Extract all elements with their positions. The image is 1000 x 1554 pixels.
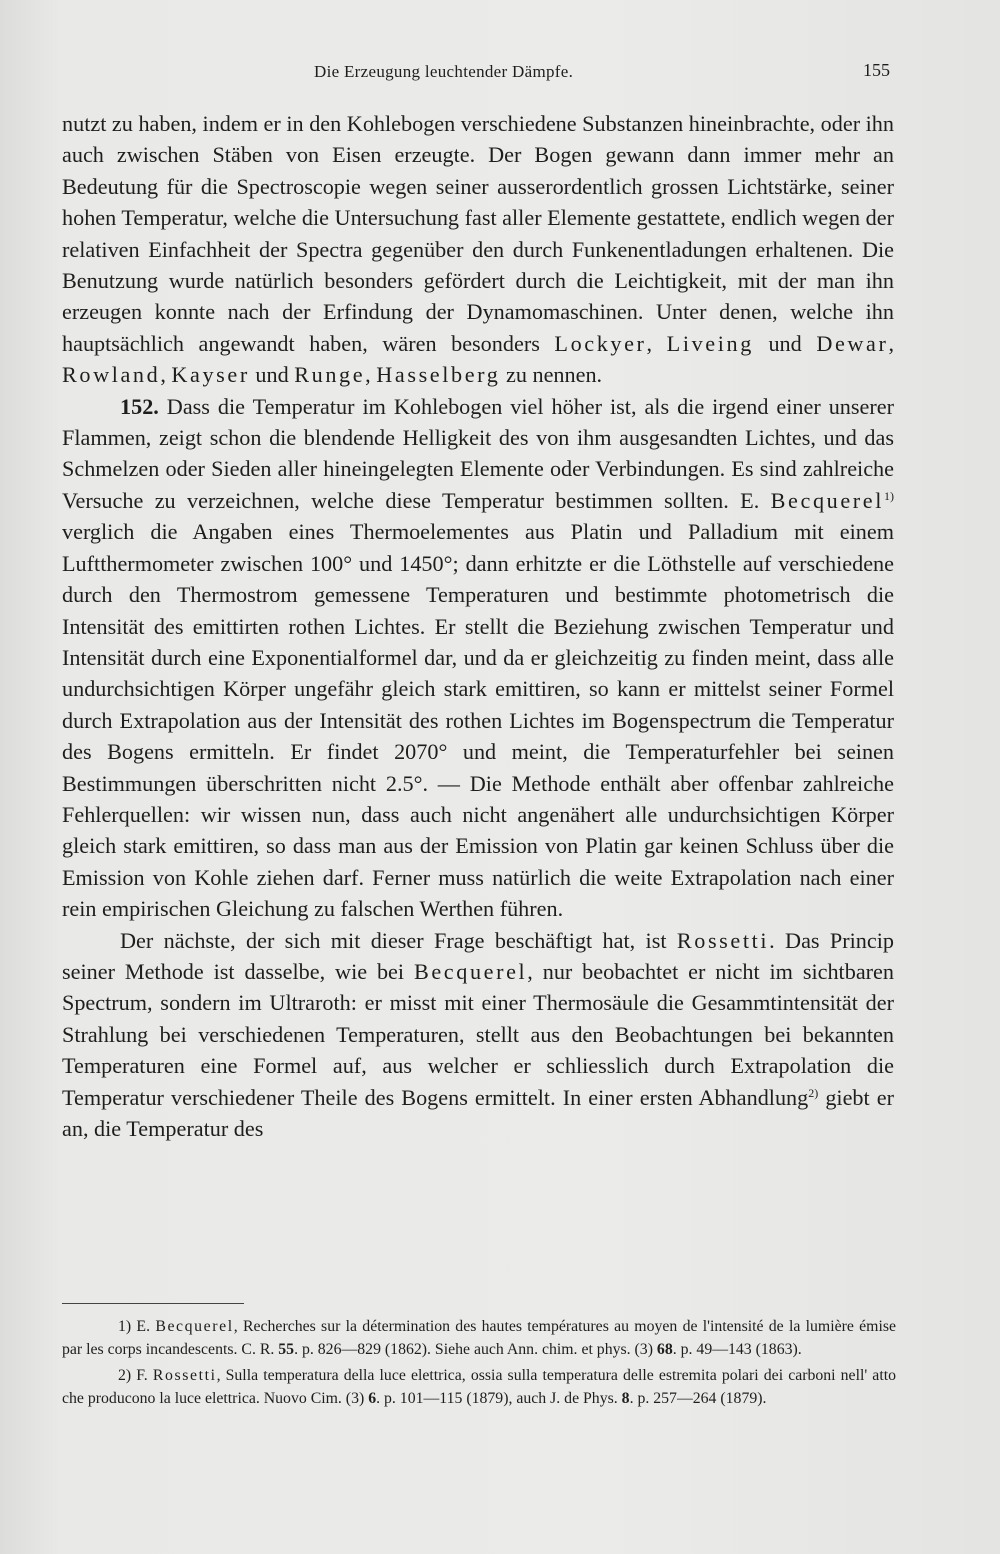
text-run: , [646, 330, 667, 356]
text-run: , Recherches sur la détermination des hautes températures au moyen de l'intensité de la lumière émise par les corps incandescents. C. R. [62, 1318, 897, 1358]
text-run: , nur beobachtet er nicht im sichtbaren Spectrum, sondern im Ultraroth: er misst mit einer Thermosäule die Gesammtintensität der Strahlung bei verschiedenen Temperaturen, stellt aus den Beobachtungen bei bekannten Temperaturen eine Formel auf, aus welcher er schliesslich durch Extrapolation die Temperatur verschiedener Theile des Bogens ermittelt. In einer ersten Abhandlung [62, 958, 894, 1110]
author-name: Rowland [62, 362, 161, 388]
author-name: Kayser [171, 362, 250, 388]
text-run: zu nennen. [500, 362, 603, 388]
running-title: Die Erzeugung leuchtender Dämpfe. [314, 62, 574, 81]
text-run: giebt er an, die Temperatur des [62, 1084, 894, 1141]
volume-number: 6 [368, 1389, 377, 1407]
text-run: Der nächste, der sich mit dieser Frage beschäftigt hat, ist [120, 927, 677, 953]
running-head [60, 62, 900, 86]
text-run: , [160, 362, 172, 388]
author-name: Liveing [666, 330, 754, 356]
author-name: Becquerel [155, 1318, 234, 1335]
paragraph-continuation [62, 108, 894, 391]
text-run: verglich die Angaben eines Thermoelementes aus Platin und Palladium mit einem Luftthermometer zwischen 100° und 1450°; dann erhitzte er die Löthstelle auf verschiedene durch den Thermostrom gemessene Temperaturen und bestimmte photometrisch die Intensität des emittirten rothen Lichtes. Er stellt die Beziehung zwischen Temperatur und Intensität durch eine Exponentialformel dar, und da er gleichzeitig zu finden meint, dass alle undurchsichtigen Körper ungefähr gleich stark emittiren, so kann er mittelst seiner Formel durch Extrapolation aus der Intensität des rothen Lichtes im Bogenspectrum die Temperatur des Bogens ermitteln. Er findet 2070° und meint, die Temperaturfehler bei seinen Bestimmungen überschritten nicht 2.5°. — Die Methode enthält aber offenbar zahlreiche Fehlerquellen: wir wissen nun, dass auch nicht angenähert alle undurchsichtigen Körper gleich stark emittiren, so dass man aus der Emission von Platin gar keinen Schluss über die Emission von Kohle ziehen darf. Ferner muss natürlich die weite Extrapolation nach einer rein empirischen Gleichung zu falschen Werthen führen. [62, 519, 894, 922]
volume-number: 55 [278, 1340, 295, 1358]
author-name: Rossetti [152, 1367, 217, 1385]
main-text [62, 108, 894, 1144]
text-run: . p. 49—143 (1863). [672, 1340, 802, 1358]
text-run: Dass die Temperatur im Kohlebogen viel höher ist, als die irgend einer unserer Flammen, zeigt schon die blendende Helligkeit des von ihm ausgesandten Lichtes, und das Schmelzen oder Sieden aller hineingelegten Elemente oder Verbindungen. Es sind zahlreiche Versuche zu verzeichnen, welche diese Temperatur bestimmen sollten. E. [62, 393, 894, 513]
text-run: und [753, 330, 817, 356]
paragraph-section-152 [62, 391, 894, 925]
text-run: 1) E. [118, 1318, 156, 1335]
text-run: nutzt zu haben, indem er in den Kohlebogen verschiedene Substanzen hineinbrachte, oder ihn auch zwischen Stäben von Eisen erzeugte. Der Bogen gewann dann immer mehr an Bedeutung für die Spectroscopie wegen seiner ausserordentlich grossen Lichtstärke, seiner hohen Temperatur, welche die Untersuchung fast aller Elemente gestattete, endlich wegen der relativen Einfachheit der Spectra gegenüber den durch Funkenentladungen erhaltenen. Die Benutzung wurde natürlich besonders gefördert durch die Leichtigkeit, mit der man ihn erzeugen konnte nach der Erfindung der Dynamomaschinen. Unter denen, welche ihn hauptsächlich angewandt haben, wären besonders [62, 111, 894, 356]
footnote-ref: 2) [808, 1085, 819, 1100]
text-run: , Sulla temperatura della luce elettrica, ossia sulla temperatura delle estremita polari dei carboni nell' atto che producono la luce elettrica. Nuovo Cim. (3) [62, 1367, 896, 1407]
author-name: Rossetti [676, 927, 770, 953]
text-run: , [888, 330, 895, 356]
text-run: und [249, 362, 295, 388]
author-name: Lockyer [554, 330, 647, 356]
author-name: Runge [294, 362, 366, 388]
footnote-1 [62, 1316, 896, 1361]
volume-number: 8 [621, 1389, 630, 1407]
volume-number: 68 [656, 1340, 673, 1358]
text-run: , [365, 362, 377, 388]
footnotes [62, 1316, 896, 1414]
text-run: . p. 257—264 (1879). [629, 1389, 767, 1407]
author-name: Becquerel [770, 487, 884, 513]
footnote-2 [62, 1365, 896, 1410]
paragraph-rossetti [62, 925, 894, 1145]
text-run: . Das Princip seiner Methode ist dasselbe, wie bei [62, 927, 894, 984]
footnote-ref: 1) [884, 488, 894, 503]
footnote-separator [62, 1303, 244, 1304]
section-number: 152. [120, 393, 159, 419]
author-name: Dewar [816, 330, 889, 356]
text-run: . p. 101—115 (1879), auch J. de Phys. [376, 1389, 622, 1407]
author-name: Hasselberg [376, 362, 501, 388]
page-number: 155 [863, 60, 890, 80]
author-name: Becquerel [413, 958, 528, 984]
text-run: 2) F. [118, 1367, 153, 1385]
text-run: . p. 826—829 (1862). Siehe auch Ann. chim. et phys. (3) [294, 1340, 657, 1358]
